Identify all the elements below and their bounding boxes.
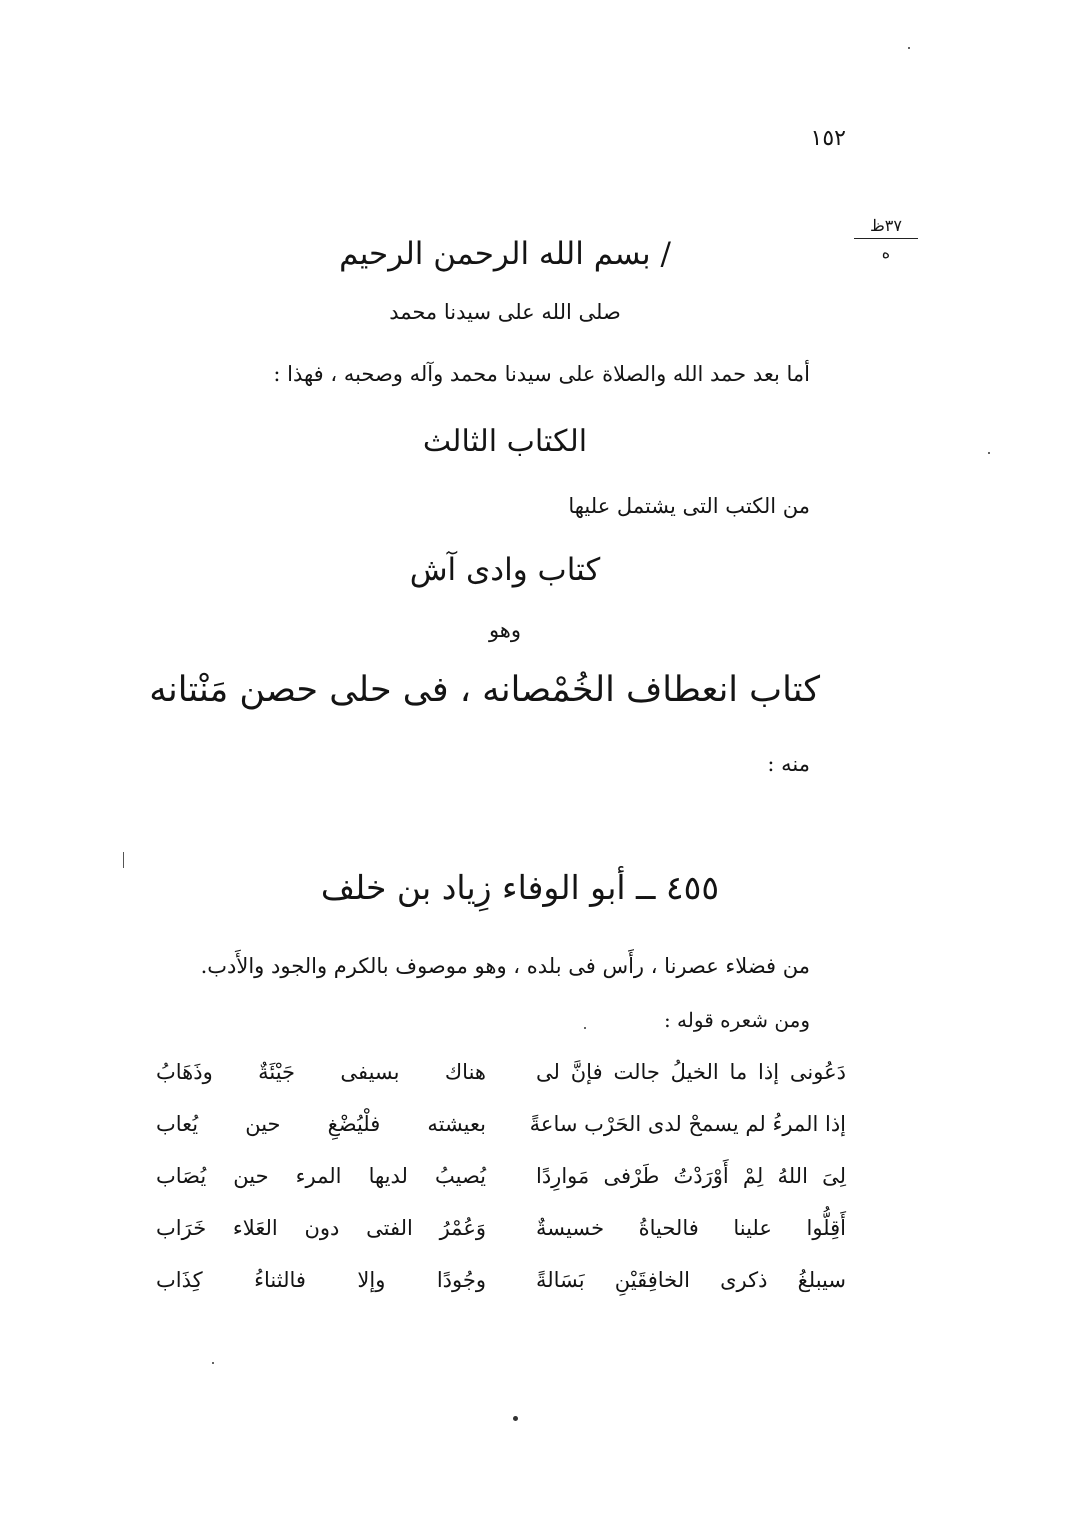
page-number: ١٥٢ [810, 126, 846, 151]
verse-line [156, 1268, 846, 1320]
from-it-label: منه : [767, 752, 810, 776]
entry-bio: من فضلاء عصرنا ، رأَس فى بلده ، وهو موصوف بالكرم والجود والأَدب. [200, 954, 810, 978]
verse-first-hemistich: إذا المرءُ لم يسمحْ لدى الحَرْب ساعةً [529, 1112, 846, 1136]
scan-speck [908, 47, 910, 49]
verse-first-hemistich: لِىَ اللهُ لِمْ أَوْرَدْتُ طَرْفى مَوارِدًا [536, 1164, 846, 1188]
book-full-name: كتاب انعطاف الخُمْصانه ، فى حلى حصن مَنْتانه [149, 670, 820, 710]
verse-first-hemistich: دَعُونى إذا ما الخيلُ جالت فإنَّ لى [536, 1060, 846, 1084]
verse-second-hemistich: هناك بسيفى جَيْئَةٌ وذَهَابُ [156, 1060, 486, 1084]
verse-second-hemistich: وجُودًا وإلا فالثناءُ كِذَاب [156, 1268, 486, 1292]
connector-text: وهو [488, 618, 522, 642]
basmala: / بسم الله الرحمن الرحيم [339, 236, 671, 272]
scan-speck [988, 452, 990, 454]
verse-second-hemistich: يُصيبُ لديها المرء حين يُصَاب [156, 1164, 486, 1188]
book-title: الكتاب الثالث [422, 424, 588, 459]
verse-second-hemistich: وَعُمْرُ الفتى دون العَلاء خَرَاب [156, 1216, 486, 1240]
scan-speck [212, 1362, 214, 1364]
verse-line [156, 1112, 846, 1164]
scan-speck [513, 1416, 518, 1421]
book-name: كتاب وادى آش [409, 552, 601, 588]
poetry-intro: ومن شعره قوله : [663, 1008, 810, 1032]
scan-speck [584, 1027, 586, 1029]
entry-heading: ٤٥٥ ــ أبو الوفاء زِياد بن خلف [320, 868, 720, 907]
folio-reference: ٣٧ظ [870, 216, 902, 235]
verse-line [156, 1060, 846, 1112]
margin-rule [854, 238, 918, 239]
verse-second-hemistich: بعيشته فلْيُضْغِ حين يُعاب [156, 1112, 486, 1136]
scan-mark [123, 852, 124, 868]
verse-first-hemistich: سيبلغُ ذكرى الخافِقَيْنِ بَسَالةً [536, 1268, 846, 1292]
book-description: من الكتب التى يشتمل عليها [568, 494, 810, 518]
verse-line [156, 1164, 846, 1216]
verse-first-hemistich: أَقِلُّوا علينا فالحياةُ خسيسةٌ [536, 1216, 846, 1240]
poem [156, 1060, 846, 1320]
margin-note [854, 216, 918, 263]
intro-line: أما بعد حمد الله والصلاة على سيدنا محمد وآله وصحبه ، فهذا : [273, 362, 810, 386]
margin-number: ه [881, 243, 891, 262]
verse-line [156, 1216, 846, 1268]
salawat-line: صلى الله على سيدنا محمد [389, 300, 621, 324]
